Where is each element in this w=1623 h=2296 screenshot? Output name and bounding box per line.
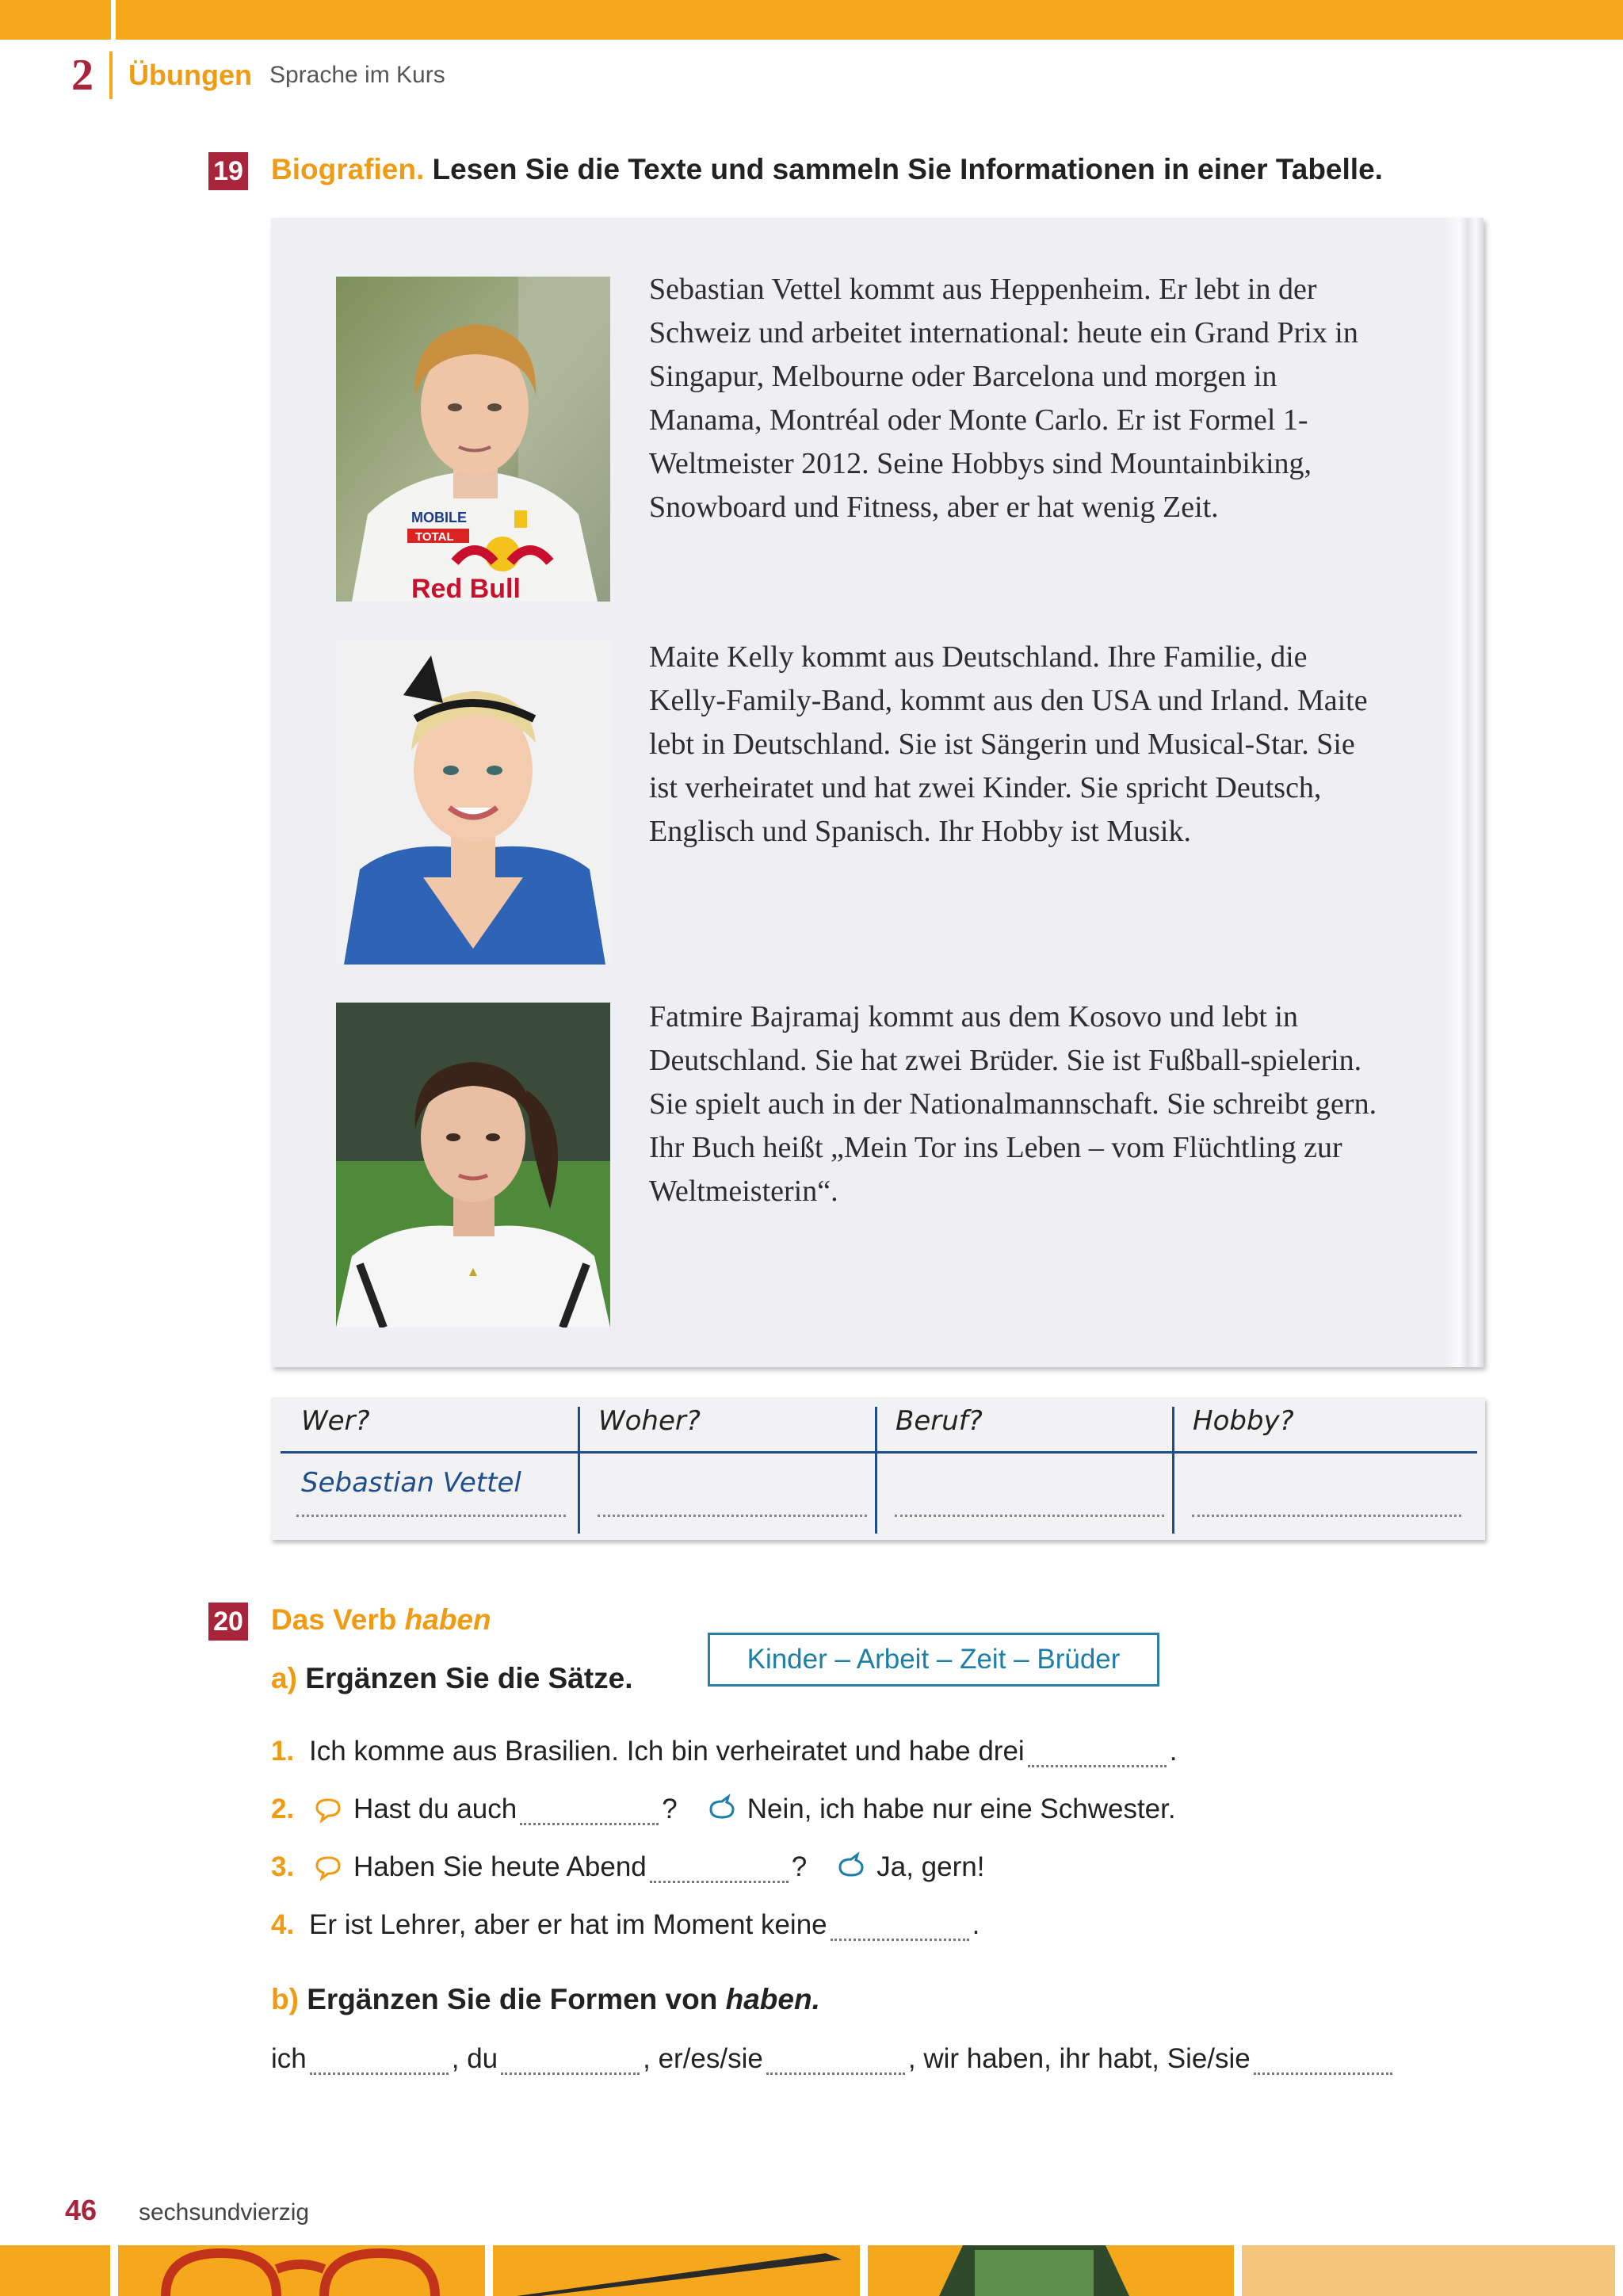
- table-cell-woher[interactable]: [598, 1467, 867, 1517]
- decor-phone: [868, 2245, 1235, 2296]
- chapter-number: 2: [71, 51, 94, 100]
- part-a-instruction: Ergänzen Sie die Sätze.: [305, 1662, 633, 1694]
- header-divider: [109, 52, 113, 99]
- form-du: , du: [451, 2043, 498, 2074]
- form-rest: , wir haben, ihr habt, Sie/sie: [907, 2043, 1251, 2074]
- sentence-text: Er ist Lehrer, aber er hat im Moment keine: [309, 1909, 827, 1940]
- section-subtitle: Sprache im Kurs: [269, 62, 445, 88]
- bio-text-bajramaj: Fatmire Bajramaj kommt aus dem Kosovo und lebt in Deutschland. Sie hat zwei Brüder. Sie ist Fußball-spielerin. Sie spielt auch in der Nationalmannschaft. Sie schreibt gern. Ihr Buch heißt „Mein Tor ins Leben – vom Flüchtling zur Weltmeisterin“.: [649, 1000, 1377, 1208]
- part-b-instruction: Ergänzen Sie die Formen von: [307, 1983, 718, 2015]
- table-column-divider: [1172, 1407, 1174, 1534]
- answer-text: Ja, gern!: [876, 1851, 985, 1882]
- logo-redbull: Red Bull: [411, 574, 521, 602]
- decor-segment: [0, 2245, 110, 2296]
- table-header-rule: [281, 1451, 1477, 1454]
- page-number-word: sechsundvierzig: [139, 2199, 310, 2225]
- photo-sebastian-vettel: [336, 277, 610, 602]
- section-title: Übungen: [128, 59, 252, 91]
- answer-text: Nein, ich habe nur eine Schwester.: [747, 1794, 1176, 1824]
- sentence-2: [271, 1794, 1176, 1825]
- answer-blank[interactable]: [1028, 1736, 1167, 1767]
- answer-blank-er[interactable]: [766, 2044, 905, 2075]
- part-a-heading: [271, 1662, 633, 1695]
- panel-page-edge: [1444, 218, 1484, 1367]
- answer-blank-du[interactable]: [501, 2044, 640, 2075]
- sentence-4: [271, 1909, 980, 1941]
- exercise-20-title: [271, 1603, 491, 1637]
- table-cell-beruf[interactable]: [895, 1467, 1164, 1517]
- form-er: , er/es/sie: [643, 2043, 763, 2074]
- word-bank: Kinder – Arbeit – Zeit – Brüder: [708, 1633, 1159, 1687]
- table-cell-hobby[interactable]: [1192, 1467, 1461, 1517]
- bottom-decor-strip: [0, 2245, 1623, 2296]
- top-color-bar: [0, 0, 1623, 40]
- reply-bubble-icon: [835, 1851, 867, 1883]
- answer-blank[interactable]: [650, 1852, 789, 1883]
- bio-text-kelly: Maite Kelly kommt aus Deutschland. Ihre Familie, die Kelly-Family-Band, kommt aus den USA und Irland. Maite lebt in Deutschland. Sie ist Sängerin und Musical-Star. Sie ist verheiratet und hat zwei Kinder. Sie spricht Deutsch, Englisch und Spanisch. Ihr Hobby ist Musik.: [649, 640, 1368, 848]
- sentence-end: .: [972, 1909, 980, 1940]
- conjugation-line: [271, 2043, 1396, 2075]
- table-example-entry: Sebastian Vettel: [301, 1467, 521, 1499]
- photo-fatmire-bajramaj: [336, 1003, 610, 1328]
- exercise-number-20: 20: [208, 1603, 248, 1641]
- decor-glasses: [118, 2245, 485, 2296]
- speech-bubble-icon: [312, 1851, 344, 1883]
- table-column-divider: [578, 1407, 580, 1534]
- sentence-number: 2.: [271, 1794, 295, 1824]
- part-b-letter: b): [271, 1983, 299, 2015]
- exercise-20-title-text: Das Verb: [271, 1603, 397, 1636]
- decor-pen: [493, 2245, 860, 2296]
- reply-bubble-icon: [706, 1794, 738, 1825]
- page-header: [71, 44, 445, 107]
- info-table: [271, 1397, 1485, 1540]
- table-header-beruf: Beruf?: [896, 1405, 983, 1437]
- photo-maite-kelly: [336, 640, 610, 965]
- sentence-1: [271, 1736, 1177, 1767]
- sentence-end: .: [1169, 1736, 1178, 1767]
- table-header-wer: Wer?: [301, 1405, 370, 1437]
- question-text: Hast du auch: [353, 1794, 517, 1824]
- decor-book: [1242, 2245, 1615, 2296]
- sentence-number: 3.: [271, 1851, 295, 1882]
- question-text: Haben Sie heute Abend: [353, 1851, 647, 1882]
- sentence-number: 4.: [271, 1909, 295, 1940]
- top-color-bar-tab: [0, 0, 116, 40]
- exercise-number-19: 19: [208, 152, 248, 190]
- exercise-19-title-accent: Biografien.: [271, 153, 425, 185]
- question-end: ?: [791, 1851, 808, 1882]
- logo-total: TOTAL: [415, 530, 454, 544]
- exercise-19-instruction: Lesen Sie die Texte und sammeln Sie Informationen in einer Tabelle.: [432, 153, 1383, 185]
- part-a-letter: a): [271, 1662, 297, 1694]
- speech-bubble-icon: [312, 1794, 344, 1825]
- answer-blank[interactable]: [520, 1794, 659, 1825]
- answer-blank[interactable]: [831, 1910, 969, 1941]
- question-end: ?: [662, 1794, 678, 1824]
- biography-panel: [271, 218, 1484, 1367]
- sentence-number: 1.: [271, 1736, 295, 1767]
- table-column-divider: [875, 1407, 877, 1534]
- table-header-hobby: Hobby?: [1193, 1405, 1294, 1437]
- logo-mobile: MOBILE: [411, 510, 467, 525]
- page-number: 46: [65, 2194, 97, 2226]
- sentence-text: Ich komme aus Brasilien. Ich bin verheiratet und habe drei: [309, 1736, 1025, 1767]
- sentence-3: [271, 1851, 984, 1883]
- form-ich: ich: [271, 2043, 307, 2074]
- bio-text-vettel: Sebastian Vettel kommt aus Heppenheim. Er lebt in der Schweiz und arbeitet international: heute ein Grand Prix in Singapur, Melbourne oder Barcelona und morgen in Manama, Montréal oder Monte Carlo. Er ist Formel 1-Weltmeister 2012. Seine Hobbys sind Mountainbiking, Snowboard und Fitness, aber er hat wenig Zeit.: [649, 273, 1358, 524]
- answer-blank-ich[interactable]: [310, 2044, 449, 2075]
- answer-blank-sie[interactable]: [1254, 2044, 1392, 2075]
- exercise-19-title: [271, 153, 1383, 186]
- exercise-20-title-verb: haben: [404, 1603, 491, 1636]
- part-b-verb: haben.: [725, 1983, 820, 2015]
- part-b-heading: [271, 1983, 820, 2016]
- table-header-woher: Woher?: [598, 1405, 701, 1437]
